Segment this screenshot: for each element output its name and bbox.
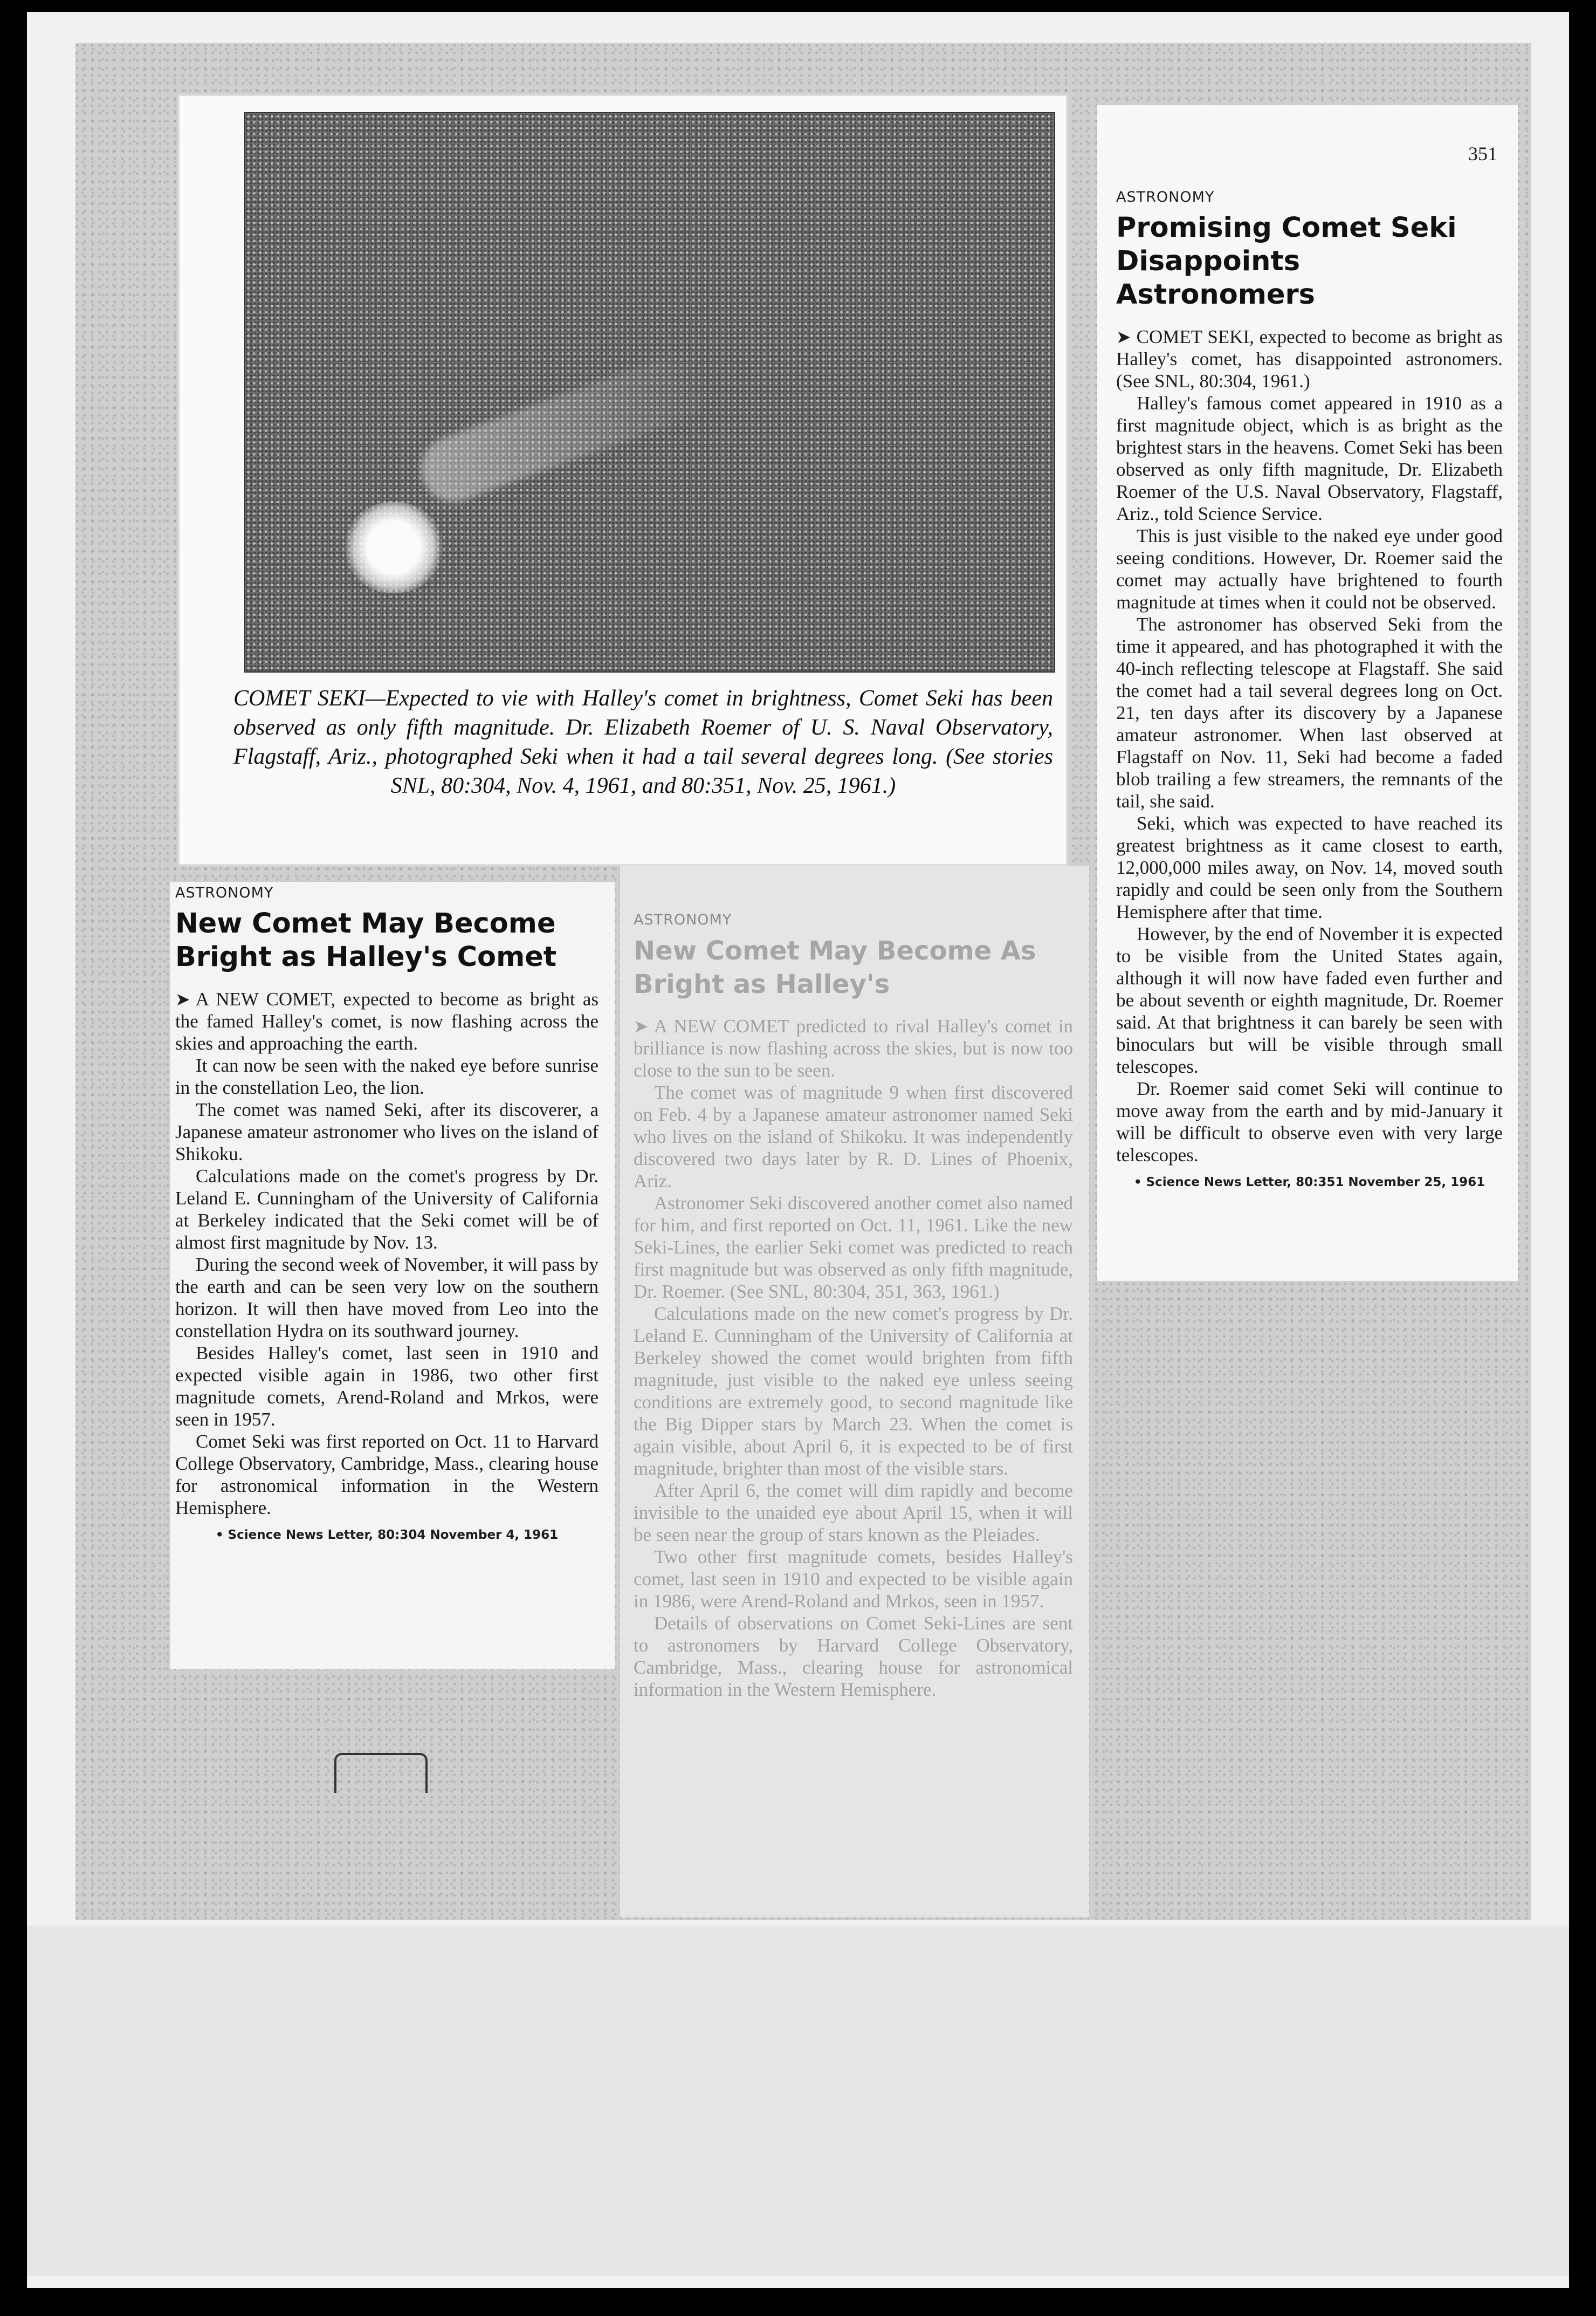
photo-caption: COMET SEKI—Expected to vie with Halley's comet in brightness, Comet Seki has been observed as only fifth magnitude. Dr. Elizabeth Roemer of U. S. Naval Observatory, Flagstaff, Ariz., photographed Seki when it had a tail several degrees long. (See stories SNL, 80:304, Nov. 4, 1961, and 80:351, Nov. 25, 1961.) <box>233 686 1053 798</box>
article-paragraph: The astronomer has observed Seki from the time it appeared, and has photographed it with the 40-inch reflecting telescope at Flagstaff. She said the comet had a tail several degrees long on Oct. 21, ten days after its discovery by a Japanese amateur astronomer. When last observed at Flagstaff on Nov. 11, Seki had become a faded blob trailing a few streamers, the remnants of the tail, she said. <box>1116 614 1503 812</box>
article-headline: New Comet May Become As Bright as Halley's <box>634 936 1036 999</box>
article-headline: New Comet May Become Bright as Halley's Comet <box>175 908 557 973</box>
page-number: 351 <box>1468 143 1497 165</box>
article-new-comet-bright <box>170 882 615 1669</box>
article-paragraph: Halley's famous comet appeared in 1910 as a first magnitude object, which is as bright as the brightest stars in the heavens. Comet Seki has been observed as only fifth magnitude, Dr. Elizabeth Roemer of the U.S. Naval Observatory, Flagstaff, Ariz., told Science Service. <box>1116 393 1503 524</box>
article-paragraph: ➤ A NEW COMET predicted to rival Halley's comet in brilliance is now flashing across the skies, but is now too close to the sun to be seen. <box>634 1016 1073 1081</box>
article-paragraph: Details of observations on Comet Seki-Lines are sent to astronomers by Harvard College Observatory, Cambridge, Mass., clearing house for astronomical information in the Western Hemisphere. <box>634 1613 1073 1700</box>
article-paragraph: ➤ A NEW COMET, expected to become as bright as the famed Halley's comet, is now flashing across the skies and approaching the earth. <box>175 989 598 1054</box>
article-paragraph: Calculations made on the comet's progress by Dr. Leland E. Cunningham of the University of California at Berkeley indicated that the Seki comet will be of almost first magnitude by Nov. 13. <box>175 1166 598 1253</box>
article-paragraph: Seki, which was expected to have reached its greatest brightness as it came closest to earth, 12,000,000 miles away, on Nov. 14, moved south rapidly and could be seen only from the Southern Hemisphere after that time. <box>1116 813 1503 922</box>
pencil-bracket-mark <box>334 1753 428 1793</box>
comet-tail <box>412 346 718 510</box>
article-paragraph: However, by the end of November it is expected to be visible from the United States again, although it will now have faded even further and be about seventh or eighth magnitude, Dr. Roemer said. At that brightness it can barely be seen with binoculars but will be visible through small telescopes. <box>1116 923 1503 1077</box>
article-paragraph: Calculations made on the new comet's progress by Dr. Leland E. Cunningham of the University of California at Berkeley showed the comet would brighten from fifth magnitude, just visible to the naked eye unless seeing conditions are extremely good, to second magnitude like the Big Dipper stars by March 23. When the comet is again visible, about April 6, it is expected to be of first magnitude, brighter than most of the visible stars. <box>634 1303 1073 1479</box>
article-promising-comet-seki <box>1097 105 1518 1281</box>
section-kicker: ASTRONOMY <box>634 912 732 928</box>
article-paragraph: Comet Seki was first reported on Oct. 11 to Harvard College Observatory, Cambridge, Mass., clearing house for astronomical information in the Western Hemisphere. <box>175 1431 598 1518</box>
lead-marker-icon: ➤ <box>175 989 190 1010</box>
comet-photo <box>244 112 1055 673</box>
article-paragraph: Two other first magnitude comets, besides Halley's comet, last seen in 1910 and expected to be visible again in 1986, were Arend-Roland and Mrkos, seen in 1957. <box>634 1546 1073 1612</box>
article-credit: • Science News Letter, 80:304 November 4, 1961 <box>215 1528 559 1542</box>
article-paragraph: Astronomer Seki discovered another comet also named for him, and first reported on Oct. 11, 1961. Like the new Seki-Lines, the earlier Seki comet was predicted to reach first magnitude but was observed as only fifth magnitude, Dr. Roemer. (See SNL, 80:304, 351, 363, 1961.) <box>634 1193 1073 1302</box>
article-paragraph: During the second week of November, it will pass by the earth and can be seen very low on the southern horizon. It will then have moved from Leo into the constellation Hydra on its southward journey. <box>175 1254 598 1341</box>
article-paragraph: The comet was of magnitude 9 when first discovered on Feb. 4 by a Japanese amateur astronomer named Seki who lives on the island of Shikoku. It was independently discovered two days later by R. D. Lines of Phoenix, Ariz. <box>634 1082 1073 1191</box>
article-paragraph: It can now be seen with the naked eye before sunrise in the constellation Leo, the lion. <box>175 1055 598 1098</box>
article-faded-clipping <box>620 866 1089 1917</box>
section-kicker: ASTRONOMY <box>175 885 274 901</box>
comet-head <box>342 502 445 593</box>
lower-margin <box>27 1926 1569 2276</box>
article-paragraph: The comet was named Seki, after its discoverer, a Japanese amateur astronomer who lives on the island of Shikoku. <box>175 1099 598 1164</box>
article-paragraph: ➤ COMET SEKI, expected to become as bright as Halley's comet, has disappointed astronomers. (See SNL, 80:304, 1961.) <box>1116 326 1503 392</box>
article-credit: • Science News Letter, 80:351 November 25, 1961 <box>1133 1175 1485 1189</box>
article-paragraph: After April 6, the comet will dim rapidly and become invisible to the unaided eye about April 15, when it will be seen near the group of stars known as the Pleiades. <box>634 1480 1073 1545</box>
lead-marker-icon: ➤ <box>634 1016 649 1037</box>
article-paragraph: Dr. Roemer said comet Seki will continue to move away from the earth and by mid-January it will be difficult to observe even with very large telescopes. <box>1116 1078 1503 1166</box>
photo-card <box>178 94 1068 866</box>
section-kicker: ASTRONOMY <box>1116 189 1215 205</box>
article-headline: Promising Comet Seki Disappoints Astronomers <box>1116 212 1457 311</box>
lead-marker-icon: ➤ <box>1116 326 1131 347</box>
article-paragraph: Besides Halley's comet, last seen in 1910 and expected visible again in 1986, two other first magnitude comets, Arend-Roland and Mrkos, were seen in 1957. <box>175 1342 598 1430</box>
article-paragraph: This is just visible to the naked eye under good seeing conditions. However, Dr. Roemer said the comet may actually have brightened to fourth magnitude at times when it could not be observed. <box>1116 525 1503 613</box>
